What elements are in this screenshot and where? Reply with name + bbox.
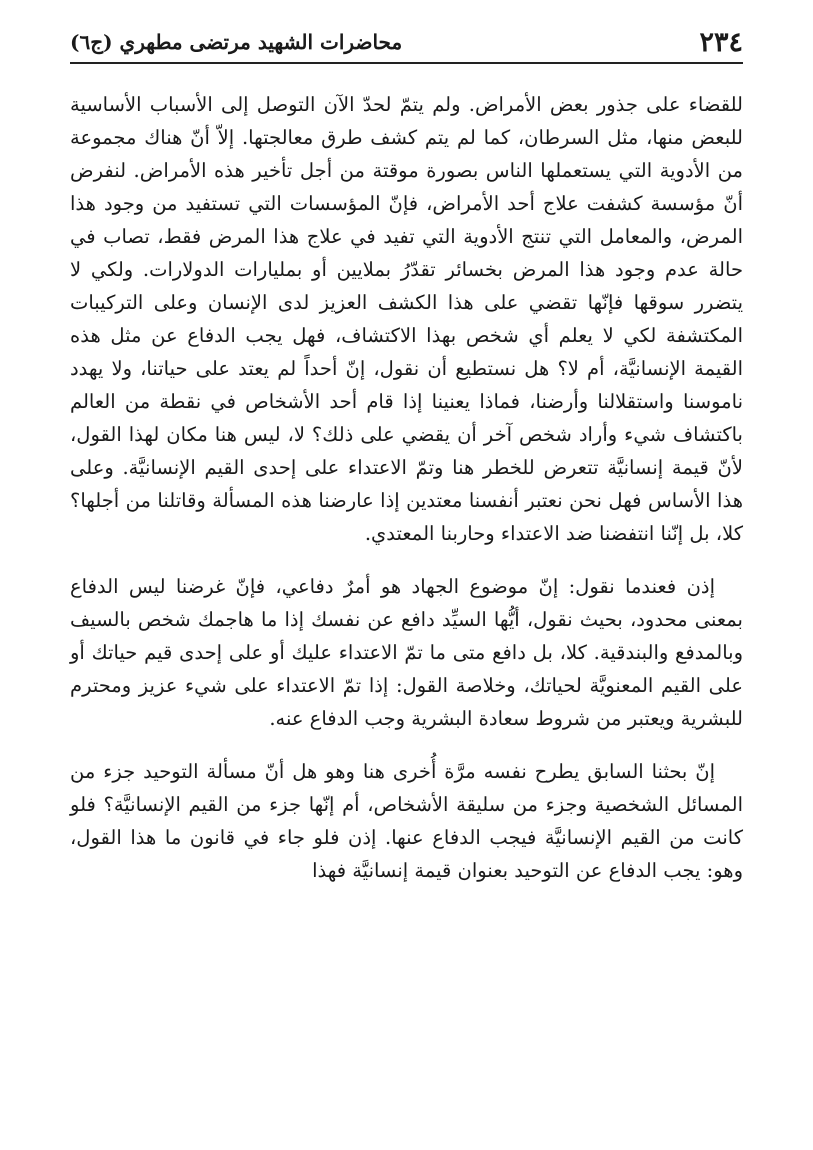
paragraph-1: للقضاء على جذور بعض الأمراض. ولم يتمّ لحدّ الآن التوصل إلى الأسباب الأساسية للبعض منها، مثل السرطان، كما لم يتم كشف طرق معالجتها. إلاّ أنّ هناك مجموعة من الأدوية التي يستعملها الناس بصورة موقتة من أجل تأخير هذه الأمراض. لنفرض أنّ مؤسسة كشفت علاج أحد الأمراض، فإنّ المؤسسات التي تستفيد من وجود هذا المرض، والمعامل التي تنتج الأدوية التي تفيد في علاج هذا المرض فقط، تصاب في حالة عدم وجود هذا المرض بخسائر تقدّرُ بملايين أو بمليارات الدولارات. ولكي لا يتضرر سوقها فإنّها تقضي على هذا الكشف العزيز لدى الإنسان وعلى التركيبات المكتشفة لكي لا يعلم أي شخص بهذا الاكتشاف، فهل يجب الدفاع عن مثل هذه القيمة الإنسانيَّة، أم لا؟ هل نستطيع أن نقول، إنّ أحداً لم يعتد على حياتنا، ولا يهدد ناموسنا واستقلالنا وأرضنا، فماذا يعنينا إذا قام أحد الأشخاص في نقطة من العالم باكتشاف شيء وأراد شخص آخر أن يقضي على ذلك؟ لا، ليس هنا مكان لهذا القول، لأنّ قيمة إنسانيَّة تتعرض للخطر هنا وتمّ الاعتداء على إحدى القيم الإنسانيَّة. وعلى هذا الأساس فهل نحن نعتبر أنفسنا معتدين إذا عارضنا هذه المسألة وقاتلنا من أجلها؟ كلا، بل إنّنا انتفضنا ضد الاعتداء وحاربنا المعتدي. — [70, 93, 743, 545]
page-number: ٢٣٤ — [699, 26, 743, 58]
paragraph-3: إنّ بحثنا السابق يطرح نفسه مرَّة أُخرى هنا وهو هل أنّ مسألة التوحيد جزء من المسائل الشخصية وجزء من سليقة الأشخاص، أم إنّها جزء من القيم الإنسانيَّة؟ فلو كانت من القيم الإنسانيَّة فيجب الدفاع عنها. إذن فلو جاء في قانون ما هذا القول، وهو: يجب الدفاع عن التوحيد بعنوان قيمة إنسانيَّة فهذا — [70, 760, 743, 882]
body-text — [70, 88, 743, 907]
book-title: محاضرات الشهيد مرتضى مطهري (ج٦) — [70, 30, 403, 54]
running-header — [70, 22, 743, 64]
paragraph-2: إذن فعندما نقول: إنّ موضوع الجهاد هو أمرٌ دفاعي، فإنّ غرضنا ليس الدفاع بمعنى محدود، بحيث نقول، أيُّها السيِّد دافع عن نفسك إذا ما هاجمك شخص بالسيف وبالمدفع والبندقية. كلا، بل دافع متى ما تمّ الاعتداء عليك أو على إحدى قيم حياتك أو على القيم المعنويَّة لحياتك، وخلاصة القول: إذا تمّ الاعتداء على شيء عزيز ومحترم للبشرية ويعتبر من شروط سعادة البشرية وجب الدفاع عنه. — [70, 575, 743, 730]
